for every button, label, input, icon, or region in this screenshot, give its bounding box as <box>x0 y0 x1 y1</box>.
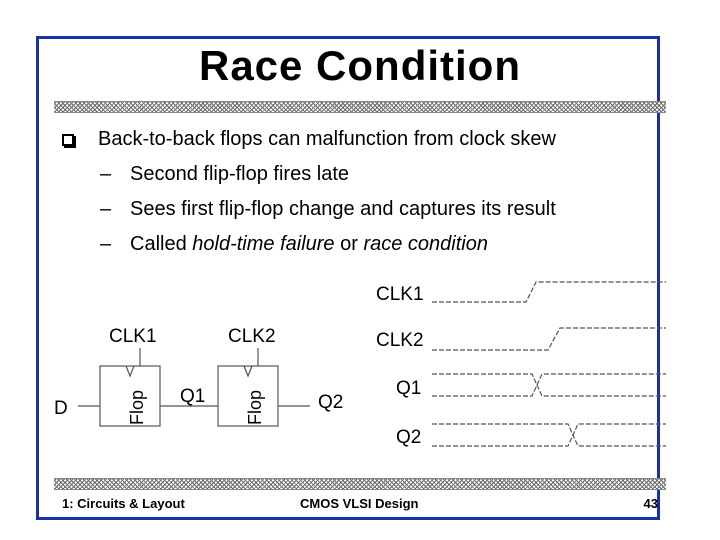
footer-course: CMOS VLSI Design <box>300 496 419 511</box>
q2-schematic-label: Q2 <box>318 392 344 413</box>
timing-label-q1: Q1 <box>396 378 422 399</box>
flop2-label: Flop <box>245 389 265 425</box>
dash-bullet: – <box>100 198 112 220</box>
term-hold-time-failure: hold-time failure <box>192 233 335 255</box>
sub-bullet-text-pre: Called <box>130 233 193 255</box>
sub-bullet-text: Second flip-flop fires late <box>130 163 350 185</box>
timing-label-q2: Q2 <box>396 427 422 448</box>
clk1-schematic-label: CLK1 <box>109 326 157 347</box>
timing-label-clk1: CLK1 <box>376 284 424 305</box>
bullet-main-text: Back-to-back flops can malfunction from clock skew <box>98 128 556 150</box>
clk2-schematic-label: CLK2 <box>228 326 276 347</box>
sub-bullet-text-mid: or <box>334 233 364 255</box>
dash-bullet: – <box>100 163 112 185</box>
d-label: D <box>54 398 68 419</box>
footer-page-number: 43 <box>643 496 658 511</box>
sub-bullet-text: Sees first flip-flop change and captures its result <box>130 198 556 220</box>
q1-waveform <box>432 374 666 396</box>
clk1-waveform <box>432 282 666 302</box>
dash-bullet: – <box>100 233 112 255</box>
clk2-waveform <box>432 328 666 350</box>
q1-schematic-label: Q1 <box>180 386 206 407</box>
term-race-condition: race condition <box>363 233 488 255</box>
timing-label-clk2: CLK2 <box>376 330 424 351</box>
flop1-label: Flop <box>127 389 147 425</box>
q2-waveform <box>432 424 666 446</box>
footer-chapter: 1: Circuits & Layout <box>62 496 185 511</box>
slide-title: Race Condition <box>198 42 521 89</box>
